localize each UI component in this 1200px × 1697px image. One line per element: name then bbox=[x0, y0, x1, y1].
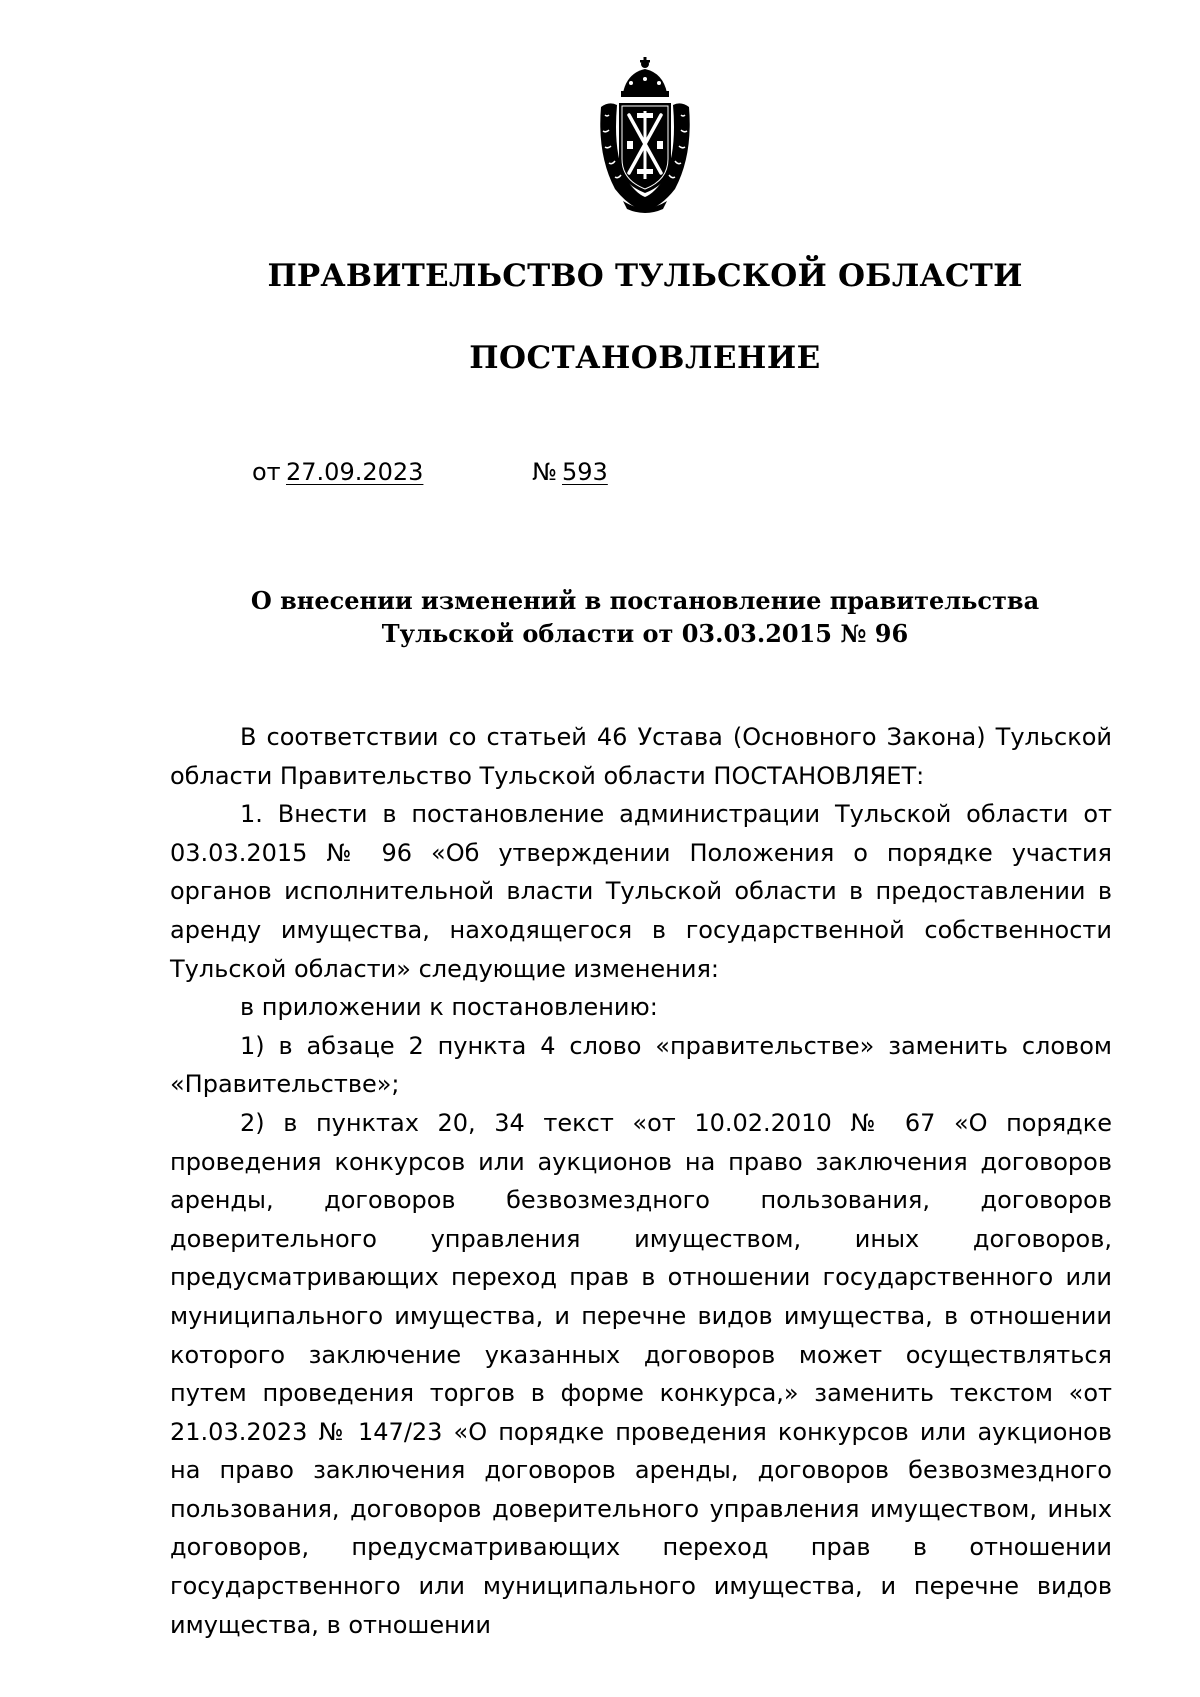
document-number: 593 bbox=[562, 458, 608, 486]
subject-line-2: Тульской области от 03.03.2015 № 96 bbox=[381, 619, 909, 648]
document-subject bbox=[0, 584, 1200, 650]
organization-title: ПРАВИТЕЛЬСТВО ТУЛЬСКОЙ ОБЛАСТИ bbox=[267, 258, 1023, 294]
tula-coat-of-arms-icon bbox=[593, 55, 697, 215]
body-paragraph: В соответствии со статьей 46 Устава (Основного Закона) Тульской области Правительство Тульской области ПОСТАНОВЛЯЕТ: bbox=[170, 723, 1112, 790]
date-prefix: от bbox=[252, 458, 281, 486]
document-type-title: ПОСТАНОВЛЕНИЕ bbox=[469, 340, 821, 376]
body-paragraph: 2) в пунктах 20, 34 текст «от 10.02.2010 № 67 «О порядке проведения конкурсов или аукционов на право заключения договоров аренды, договоров безвозмездного пользования, договоров доверительного управления имуществом, иных договоров, предусматривающих переход прав в отношении государственного или муниципального имущества, и перечне видов имущества, в отношении которого заключение указанных договоров может осуществляться путем проведения торгов в форме конкурса,» заменить текстом «от 21.03.2023 № 147/23 «О порядке проведения конкурсов или аукционов на право заключения договоров аренды, договоров безвозмездного пользования, договоров доверительного управления имуществом, иных договоров, предусматривающих переход прав в отношении государственного или муниципального имущества, и перечне видов имущества, в отношении bbox=[170, 1108, 1112, 1639]
body-paragraph: 1. Внести в постановление администрации Тульской области от 03.03.2015 № 96 «Об утверждении Положения о порядке участия органов исполнительной власти Тульской области в предоставлении в аренду имущества, находящегося в государственной собственности Тульской области» следующие изменения: bbox=[170, 800, 1112, 983]
body-paragraph: 1) в абзаце 2 пункта 4 слово «правительстве» заменить словом «Правительстве»; bbox=[170, 1031, 1112, 1099]
subject-line-1: О внесении изменений в постановление правительства bbox=[250, 586, 1040, 615]
body-paragraph: в приложении к постановлению: bbox=[240, 993, 658, 1022]
document-date: 27.09.2023 bbox=[286, 458, 424, 486]
number-prefix: № bbox=[532, 458, 557, 486]
document-body bbox=[170, 718, 1112, 1644]
